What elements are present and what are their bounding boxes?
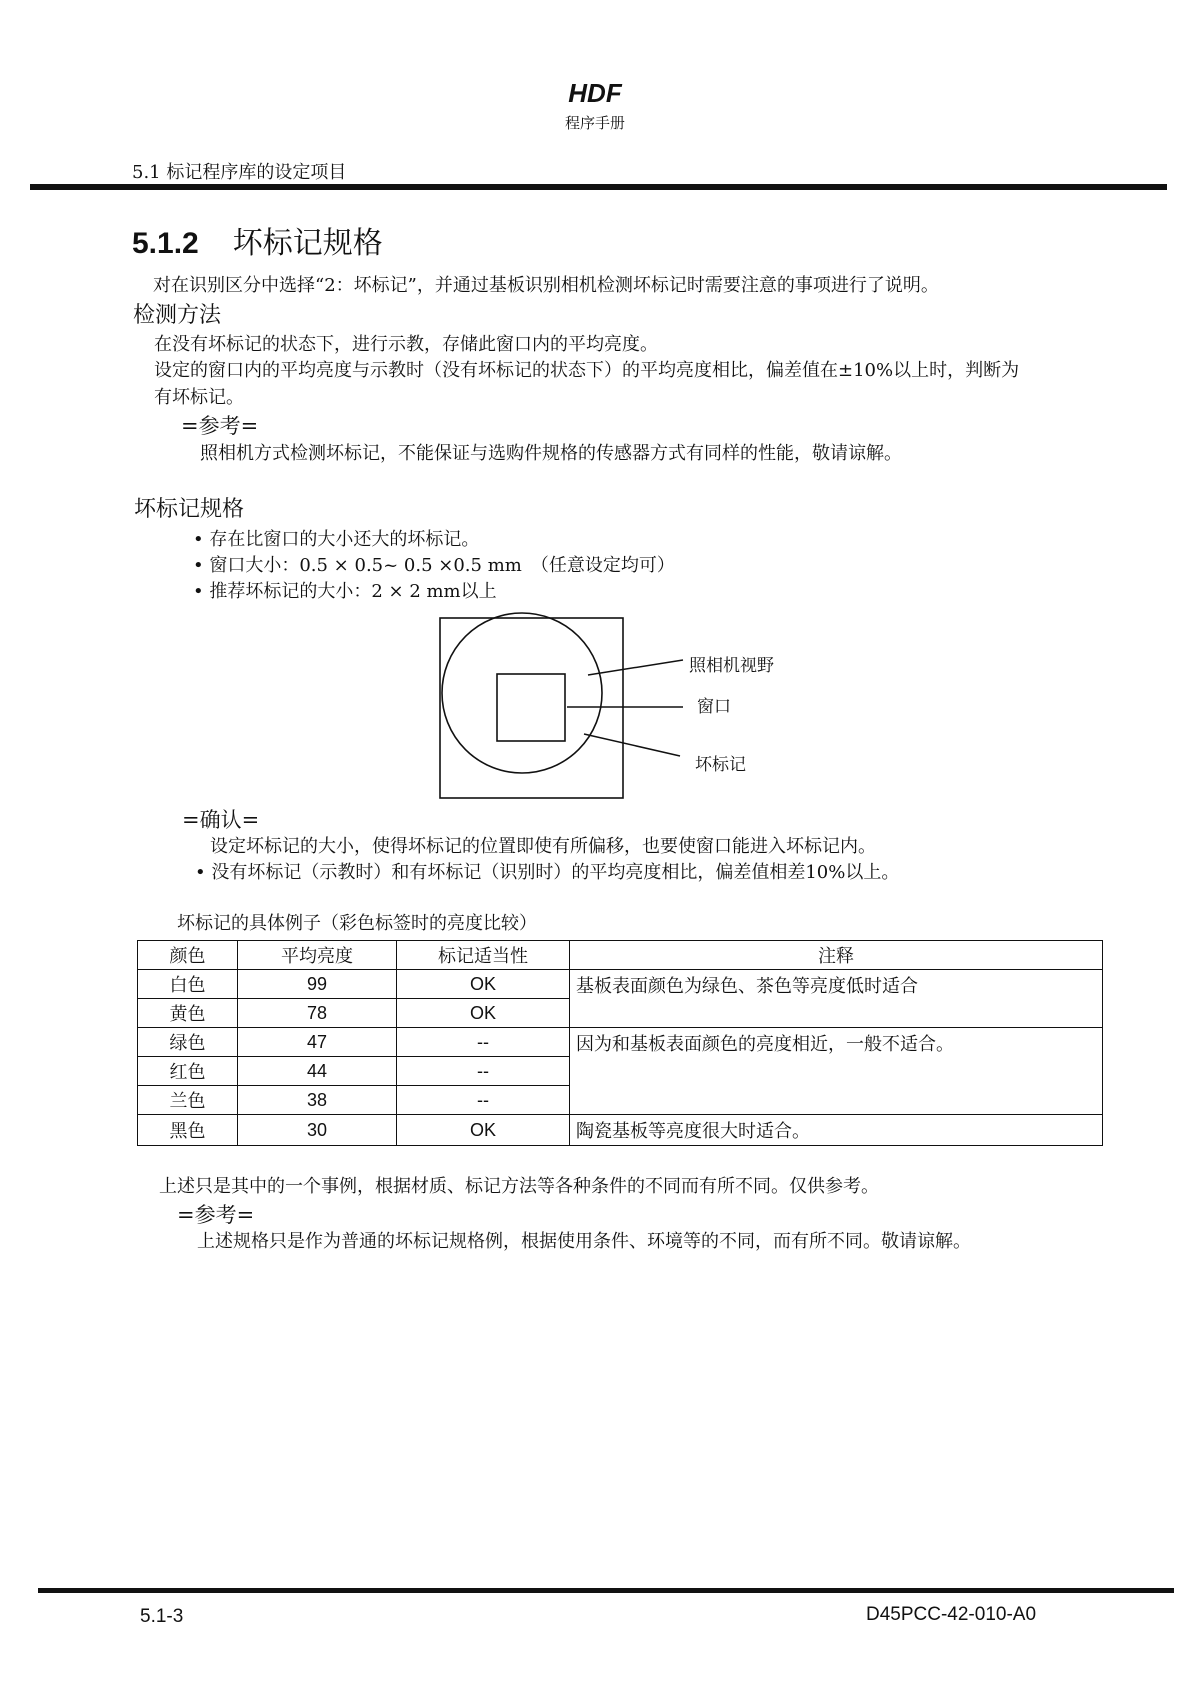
outer-frame <box>440 618 623 798</box>
cell-brightness: 78 <box>238 999 397 1028</box>
section-number: 5.1.2 <box>132 227 199 260</box>
cell-note: 因为和基板表面颜色的亮度相近，一般不适合。 <box>570 1028 1103 1115</box>
detect-line: 在没有坏标记的状态下，进行示教，存储此窗口内的平均亮度。 <box>154 334 658 355</box>
label-badmark: 坏标记 <box>695 755 746 775</box>
section-label: 5.1 标记程序库的设定项目 <box>132 162 347 183</box>
table-caption: 坏标记的具体例子（彩色标签时的亮度比较） <box>177 913 537 934</box>
cell-suitability: -- <box>397 1057 570 1086</box>
cell-suitability: -- <box>397 1028 570 1057</box>
cell-note: 基板表面颜色为绿色、茶色等亮度低时适合 <box>570 970 1103 1028</box>
header-brightness: 平均亮度 <box>238 941 397 970</box>
spec-bullet: • 推荐坏标记的大小：2 × 2 mm以上 <box>193 581 497 602</box>
table-row <box>138 1028 1103 1057</box>
cell-color: 黑色 <box>138 1115 238 1146</box>
cell-brightness: 99 <box>238 970 397 999</box>
detect-line: 有坏标记。 <box>154 387 244 408</box>
reference2-label: =参考= <box>177 1203 255 1227</box>
cell-color: 黄色 <box>138 999 238 1028</box>
spec-bullet: • 窗口大小：0.5 × 0.5~ 0.5 ×0.5 mm （任意设定均可） <box>193 555 675 576</box>
intro-text: 对在识别区分中选择“2：坏标记”，并通过基板识别相机检测坏标记时需要注意的事项进行了说明。 <box>153 275 939 296</box>
cell-color: 白色 <box>138 970 238 999</box>
cell-suitability: OK <box>397 970 570 999</box>
cell-brightness: 38 <box>238 1086 397 1115</box>
leader-camera <box>588 660 683 675</box>
cell-note: 陶瓷基板等亮度很大时适合。 <box>570 1115 1103 1146</box>
manual-title: HDF <box>568 78 622 108</box>
detect-title: 检测方法 <box>133 303 222 328</box>
table-header-row <box>138 941 1103 970</box>
reference-text: 照相机方式检测坏标记，不能保证与选购件规格的传感器方式有同样的性能，敬请谅解。 <box>200 443 902 464</box>
spec-bullet: • 存在比窗口的大小还大的坏标记。 <box>193 529 480 550</box>
bottom-divider <box>38 1588 1174 1593</box>
document-id: D45PCC-42-010-A0 <box>866 1604 1037 1625</box>
label-window: 窗口 <box>697 697 731 717</box>
cell-brightness: 47 <box>238 1028 397 1057</box>
cell-suitability: -- <box>397 1086 570 1115</box>
section-title: 坏标记规格 <box>232 226 383 261</box>
label-camera-field: 照相机视野 <box>689 656 774 676</box>
manual-subtitle: 程序手册 <box>564 114 625 132</box>
brightness-table <box>137 940 1103 1146</box>
window-square <box>497 674 565 741</box>
camera-field-circle <box>442 613 602 773</box>
cell-suitability: OK <box>397 999 570 1028</box>
cell-brightness: 30 <box>238 1115 397 1146</box>
after-table-text: 上述只是其中的一个事例，根据材质、标记方法等各种条件的不同而有所不同。仅供参考。 <box>159 1176 879 1197</box>
reference-label: =参考= <box>181 414 259 438</box>
cell-color: 红色 <box>138 1057 238 1086</box>
confirm-label: =确认= <box>182 808 260 832</box>
confirm-line: • 没有坏标记（示教时）和有坏标记（识别时）的平均亮度相比，偏差值相差10%以上。 <box>195 862 900 883</box>
cell-suitability: OK <box>397 1115 570 1146</box>
cell-brightness: 44 <box>238 1057 397 1086</box>
table-row <box>138 1115 1103 1146</box>
cell-color: 绿色 <box>138 1028 238 1057</box>
page-number: 5.1-3 <box>140 1606 184 1627</box>
header-suitability: 标记适当性 <box>397 941 570 970</box>
header-note: 注释 <box>570 941 1103 970</box>
confirm-line: 设定坏标记的大小，使得坏标记的位置即使有所偏移，也要使窗口能进入坏标记内。 <box>210 836 876 857</box>
detect-line: 设定的窗口内的平均亮度与示教时（没有坏标记的状态下）的平均亮度相比，偏差值在±10%以上时，判断为 <box>154 360 1020 381</box>
leader-badmark <box>584 734 680 756</box>
spec-title: 坏标记规格 <box>134 497 245 522</box>
reference2-text: 上述规格只是作为普通的坏标记规格例，根据使用条件、环境等的不同，而有所不同。敬请谅解。 <box>197 1231 971 1252</box>
cell-color: 兰色 <box>138 1086 238 1115</box>
table-row <box>138 970 1103 999</box>
header-color: 颜色 <box>138 941 238 970</box>
